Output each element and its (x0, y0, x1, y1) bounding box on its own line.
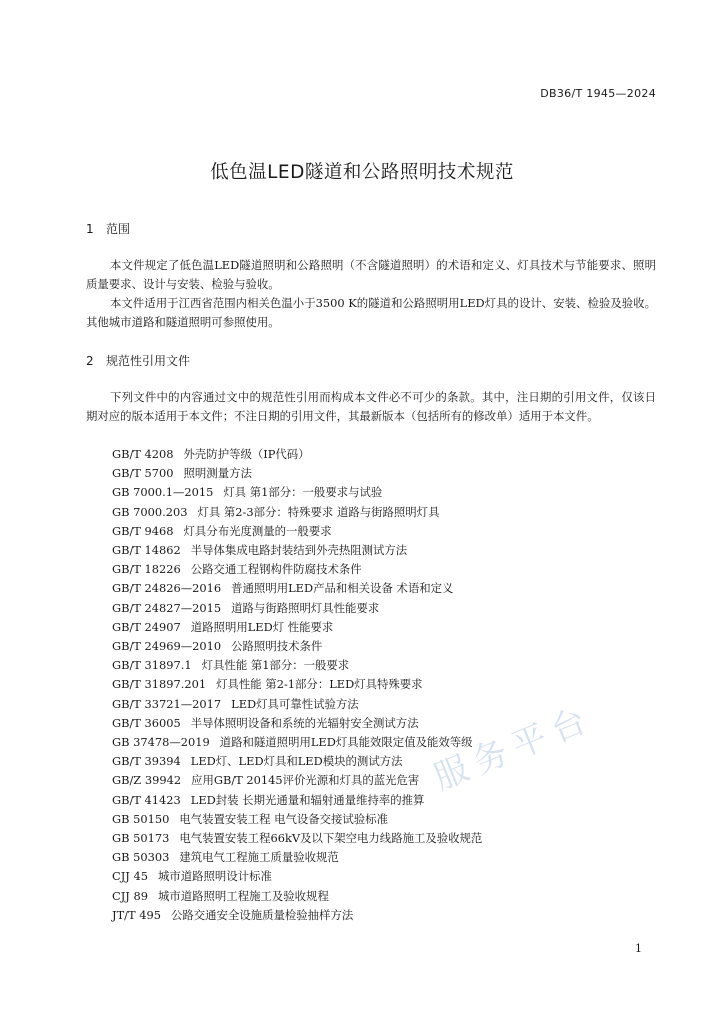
page-number: 1 (635, 942, 642, 955)
reference-code: GB/T 33721—2017 (112, 696, 222, 711)
document-title: 低色温LED隧道和公路照明技术规范 (210, 162, 514, 183)
reference-name: LED灯具可靠性试验方法 (231, 696, 359, 711)
reference-name: 应用GB/T 20145评价光源和灯具的蓝光危害 (191, 773, 420, 788)
reference-item (112, 618, 482, 637)
reference-code: GB 37478—2019 (112, 735, 210, 750)
reference-item (112, 906, 482, 925)
reference-name: 照明测量方法 (183, 466, 252, 481)
reference-item (112, 714, 482, 733)
reference-name: 电气装置安装工程 电气设备交接试验标准 (179, 811, 388, 826)
reference-item (112, 675, 482, 694)
reference-code: GB/T 24969—2010 (112, 639, 222, 654)
reference-item (112, 752, 482, 771)
reference-item (112, 887, 482, 906)
section-title: 规范性引用文件 (106, 354, 191, 368)
reference-code: GB 50173 (112, 831, 170, 846)
section-heading-scope (86, 220, 130, 237)
reference-name: 灯具性能 第1部分：一般要求 (201, 658, 350, 673)
reference-name: 城市道路照明设计标准 (157, 869, 272, 884)
reference-name: 灯具性能 第2-1部分：LED灯具特殊要求 (216, 677, 423, 692)
reference-code: GB 7000.203 (112, 504, 188, 519)
reference-code: GB/T 24907 (112, 619, 181, 634)
reference-name: 外壳防护等级（IP代码） (183, 447, 310, 461)
reference-code: GB 50303 (112, 850, 170, 865)
reference-name: 道路和隧道照明用LED灯具能效限定值及能效等级 (219, 735, 473, 750)
reference-name: 道路照明用LED灯 性能要求 (190, 619, 334, 634)
reference-item (112, 829, 482, 848)
reference-code: GB/T 24826—2016 (112, 581, 222, 596)
section-title: 范围 (106, 222, 131, 236)
reference-item (112, 579, 482, 598)
scope-paragraph-2: 本文件适用于江西省范围内相关色温小于3500 K的隧道和公路照明用LED灯具的设计、安装、检验及验收。其他城市道路和隧道照明可参照使用。 (86, 296, 656, 329)
reference-code: GB/T 31897.201 (112, 677, 207, 692)
reference-item (112, 695, 482, 714)
references-intro-paragraph: 下列文件中的内容通过文中的规范性引用而构成本文件必不可少的条款。其中，注日期的引用文件，仅该日期对应的版本适用于本文件；不注日期的引用文件，其最新版本（包括所有的修改单）适用于本文件。 (86, 390, 656, 423)
reference-code: GB/T 18226 (112, 562, 181, 577)
reference-name: 普通照明用LED产品和相关设备 术语和定义 (231, 581, 454, 596)
reference-code: GB/Z 39942 (112, 773, 182, 788)
reference-item (112, 867, 482, 886)
reference-item (112, 848, 482, 867)
reference-name: 公路交通安全设施质量检验抽样方法 (170, 907, 354, 922)
reference-item (112, 810, 482, 829)
reference-name: 公路照明技术条件 (231, 639, 323, 654)
reference-name: 城市道路照明工程施工及验收规程 (157, 888, 329, 903)
reference-name: 灯具分布光度测量的一般要求 (183, 523, 332, 538)
reference-name: 建筑电气工程施工质量验收规范 (179, 850, 339, 865)
standard-code: DB36/T 1945—2024 (540, 87, 656, 100)
section-number: 2 (86, 354, 94, 368)
reference-code: GB/T 41423 (112, 792, 181, 807)
section-heading-normative-references (86, 352, 190, 369)
reference-code: GB/T 14862 (112, 543, 181, 558)
reference-item (112, 445, 482, 464)
reference-name: LED灯、LED灯具和LED模块的测试方法 (190, 754, 403, 769)
reference-item (112, 637, 482, 656)
scope-paragraph-1: 本文件规定了低色温LED隧道照明和公路照明（不含隧道照明）的术语和定义、灯具技术与节能要求、照明质量要求、设计与安装、检验与验收。 (86, 258, 656, 291)
reference-name: 电气装置安装工程66kV及以下架空电力线路施工及验收规范 (179, 831, 483, 846)
reference-code: CJJ 45 (112, 869, 148, 884)
reference-list (112, 445, 482, 925)
reference-item (112, 733, 482, 752)
reference-item (112, 791, 482, 810)
reference-code: GB/T 36005 (112, 715, 181, 730)
reference-name: 公路交通工程钢构件防腐技术条件 (190, 562, 362, 577)
reference-item (112, 599, 482, 618)
reference-code: GB/T 39394 (112, 754, 181, 769)
reference-code: CJJ 89 (112, 888, 148, 903)
reference-name: 灯具 第1部分：一般要求与试验 (223, 485, 383, 500)
reference-code: GB/T 31897.1 (112, 658, 192, 673)
watermark-text: 服务平台 (428, 698, 600, 799)
reference-item (112, 541, 482, 560)
reference-name: 半导体照明设备和系统的光辐射安全测试方法 (190, 715, 419, 730)
reference-code: GB 7000.1—2015 (112, 485, 214, 500)
reference-code: GB/T 4208 (112, 447, 174, 461)
reference-name: 半导体集成电路封装结到外壳热阻测试方法 (190, 543, 408, 558)
reference-code: JT/T 495 (112, 907, 161, 922)
section-number: 1 (86, 222, 94, 236)
reference-item (112, 464, 482, 483)
reference-name: 灯具 第2-3部分：特殊要求 道路与街路照明灯具 (197, 504, 440, 519)
reference-item (112, 503, 482, 522)
reference-code: GB/T 5700 (112, 466, 174, 481)
reference-item (112, 656, 482, 675)
reference-code: GB/T 9468 (112, 523, 174, 538)
reference-item (112, 483, 482, 502)
reference-code: GB 50150 (112, 811, 170, 826)
reference-name: 道路与街路照明灯具性能要求 (231, 600, 380, 615)
reference-code: GB/T 24827—2015 (112, 600, 222, 615)
reference-name: LED封装 长期光通量和辐射通量维持率的推算 (190, 792, 425, 807)
reference-item (112, 771, 482, 790)
reference-item (112, 560, 482, 579)
reference-item (112, 522, 482, 541)
